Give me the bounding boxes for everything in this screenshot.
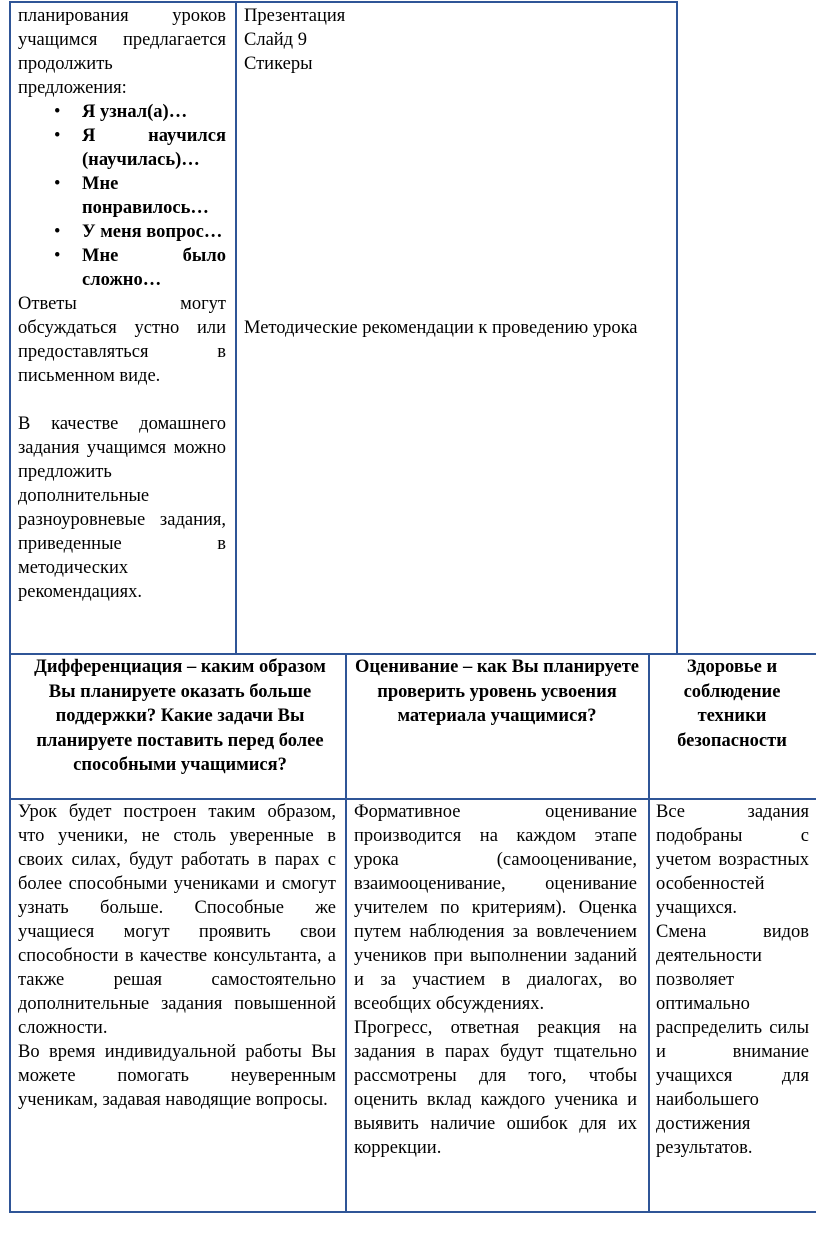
homework-note: В качестве домашнего задания учащимся можно предложить дополнительные разноуровневые задания, приведенные в методических рекомендациях. xyxy=(18,414,226,602)
table-border-top xyxy=(10,1,678,3)
header-assessment: Оценивание – как Вы планируете проверить уровень усвоения материала учащимися? xyxy=(354,657,639,726)
differentiation-text-1: Урок будет построен таким образом, что ученики, не столь уверенные в своих силах, будут работать в парах с более способными учениками и смогут узнать больше. Способные же учащиеся могут проявить свои способности в качестве консультанта, а также решая самостоятельно дополнительные задания повышенной сложности. xyxy=(18,802,336,1038)
feedback-prompts-list xyxy=(18,100,226,292)
health-text-1: Все задания подобраны с учетом возрастных особенностей учащихся. xyxy=(656,802,809,918)
assessment-text-1: Формативное оценивание производится на каждом этапе урока (самооценивание, взаимооценивание, оценивание учителем по критериям). Оценка путем наблюдения за вовлечением учеников при выполнении заданий и за участием в диалогах, во всеобщих обсуждениях. xyxy=(354,802,637,1014)
differentiation-text-2: Во время индивидуальной работы Вы можете помогать неуверенным ученикам, задавая наводящие вопросы. xyxy=(18,1042,336,1110)
methodical-recommendations: Методические рекомендации к проведению урока xyxy=(244,318,638,338)
table-border-bottom xyxy=(9,1211,816,1213)
table-divider-bottom-2 xyxy=(648,653,650,1213)
assessment-cell xyxy=(354,800,637,1160)
answers-note: Ответы могут обсуждаться устно или предоставляться в письменном виде. xyxy=(18,294,226,386)
differentiation-cell xyxy=(18,800,336,1112)
table-border-left-bottom xyxy=(9,653,11,1213)
table-divider-bottom-1 xyxy=(345,653,347,1213)
prompt-item: • Мне было сложно… xyxy=(54,246,226,290)
prompt-item: • Я узнал(а)… xyxy=(54,102,188,122)
feedback-intro: планирования уроков учащимся предлагается продолжить предложения: xyxy=(18,6,226,98)
top-middle-cell xyxy=(244,4,669,76)
table-border-left-top xyxy=(9,1,11,653)
header-differentiation: Дифференциация – каким образом Вы планируете оказать больше поддержки? Какие задачи Вы планируете поставить перед более способными учащимися? xyxy=(34,657,326,775)
table-divider-top-right xyxy=(676,1,678,653)
resource-presentation: Презентация xyxy=(244,6,346,26)
health-text-2: Смена видов деятельности позволяет оптимально распределить силы и внимание учащихся для наибольшего достижения результатов. xyxy=(656,922,809,1158)
assessment-text-2: Прогресс, ответная реакция на задания в парах будут тщательно рассмотрены для того, чтобы оценить вклад каждого ученика и выявить наличие ошибок для их коррекции. xyxy=(354,1018,637,1158)
resource-stickers: Стикеры xyxy=(244,54,313,74)
header-health: Здоровье и соблюдение техники безопасности xyxy=(677,657,787,751)
top-left-cell xyxy=(18,4,226,604)
prompt-item: • Я научился (научилась)… xyxy=(54,126,226,170)
prompt-item: • Мне понравилось… xyxy=(54,174,209,218)
health-cell xyxy=(656,800,809,1160)
table-divider-top-middle xyxy=(235,1,237,653)
resource-slide: Слайд 9 xyxy=(244,30,307,50)
prompt-item: • У меня вопрос… xyxy=(54,222,223,242)
